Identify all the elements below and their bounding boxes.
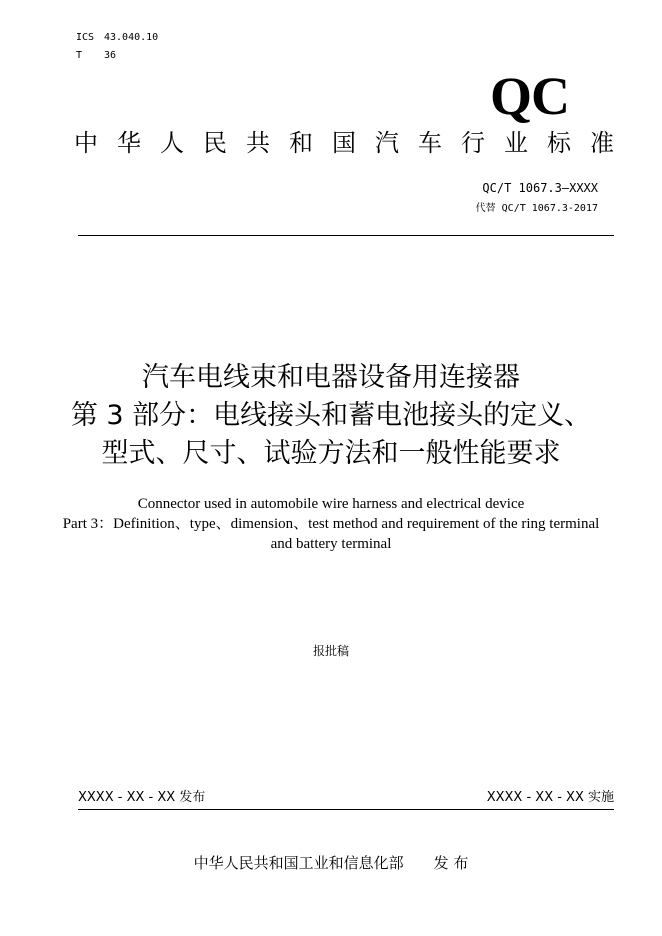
title-cn-line2: 第 3 部分：电线接头和蓄电池接头的定义、 bbox=[70, 400, 592, 431]
org-title-char: 汽 bbox=[375, 129, 399, 157]
org-title-char: 业 bbox=[504, 129, 528, 157]
org-title-char: 华 bbox=[117, 129, 141, 157]
title-cn-line1: 汽车电线束和电器设备用连接器 bbox=[142, 362, 520, 393]
org-title-char: 民 bbox=[203, 129, 227, 157]
ics-row bbox=[76, 31, 158, 45]
org-title-char: 标 bbox=[547, 129, 571, 157]
header-divider bbox=[78, 235, 614, 236]
org-title-char: 共 bbox=[246, 129, 270, 157]
category-row bbox=[76, 49, 116, 63]
category-value: 36 bbox=[104, 50, 117, 61]
publisher-action: 发 布 bbox=[433, 854, 469, 872]
replaces-standard: 代替 QC/T 1067.3-2017 bbox=[475, 203, 598, 214]
publisher-name: 中华人民共和国工业和信息化部 bbox=[193, 854, 404, 872]
title-en-line2: Part 3：Definition、type、dimension、test method and requirement of the ring terminal bbox=[62, 516, 600, 532]
draft-status: 报批稿 bbox=[312, 644, 349, 658]
ics-label: ICS bbox=[76, 32, 95, 43]
title-en-line3: and battery terminal bbox=[270, 536, 392, 552]
standard-category-title bbox=[74, 126, 614, 160]
title-en-line1: Connector used in automobile wire harness and electrical device bbox=[137, 496, 525, 512]
category-label: T bbox=[76, 50, 83, 61]
standard-code: QC/T 1067.3—XXXX bbox=[482, 181, 598, 195]
org-title-char: 和 bbox=[289, 129, 313, 157]
footer-divider bbox=[78, 809, 614, 810]
org-title-char: 国 bbox=[332, 129, 356, 157]
qc-logo: QC bbox=[490, 66, 569, 126]
org-title-char: 行 bbox=[461, 129, 485, 157]
org-title-char: 中 bbox=[74, 129, 98, 157]
issue-date: XXXX - XX - XX 发布 bbox=[78, 790, 206, 805]
org-title-char: 人 bbox=[160, 129, 184, 157]
title-cn-line3: 型式、尺寸、试验方法和一般性能要求 bbox=[101, 438, 561, 469]
org-title-char: 车 bbox=[418, 129, 442, 157]
publisher-line bbox=[0, 852, 662, 874]
ics-value: 43.040.10 bbox=[104, 32, 159, 43]
org-title-char: 准 bbox=[590, 129, 614, 157]
implementation-date: XXXX - XX - XX 实施 bbox=[486, 790, 614, 805]
